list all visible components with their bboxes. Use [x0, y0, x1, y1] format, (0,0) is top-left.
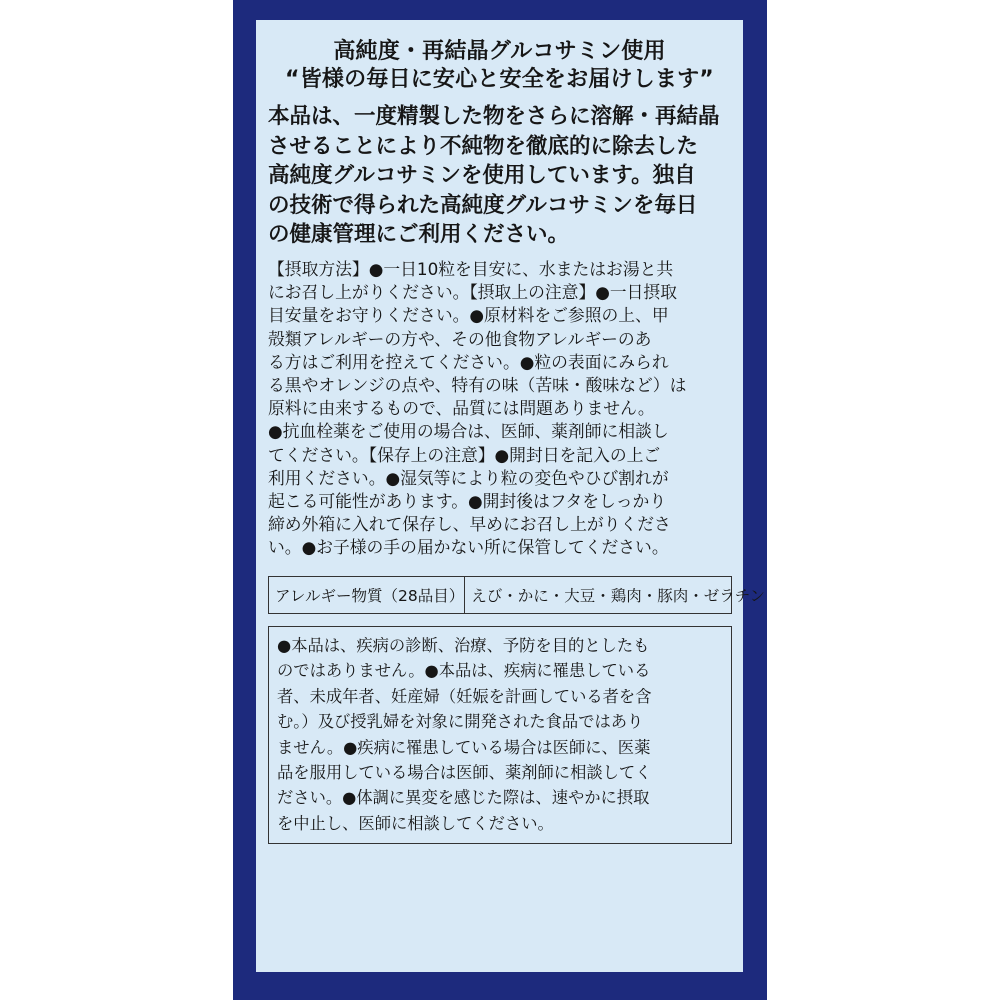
notes-line: 原料に由来するもので、品質には問題ありません。 [268, 398, 655, 419]
intro-line: させることにより不純物を徹底的に除去した [268, 133, 699, 159]
allergen-label: アレルギー物質（28品目） [269, 577, 465, 613]
disclaimer-line: ●本品は、疾病の診断、治療、予防を目的としたも [277, 636, 650, 655]
notes-line: る黒やオレンジの点や、特有の味（苦味・酸味など）は [268, 375, 687, 396]
intro-line: 本品は、一度精製した物をさらに溶解・再結晶 [268, 104, 720, 129]
notes-line: にお召し上がりください。【摂取上の注意】●一日摂取 [268, 282, 677, 303]
notes-line: てください。【保存上の注意】●開封日を記入の上ご [268, 444, 661, 465]
notes-line: 締め外箱に入れて保存し、早めにお召し上がりくださ [268, 514, 671, 535]
info-panel [256, 20, 765, 972]
disclaimer-line: む。）及び授乳婦を対象に開発された食品ではあり [277, 712, 644, 732]
disclaimer-line: 者、未成年者、妊産婦（妊娠を計画している者を含 [277, 686, 652, 706]
disclaimer-line: のではありません。●本品は、疾病に罹患している [277, 661, 651, 681]
intro-line: の技術で得られた高純度グルコサミンを毎日 [268, 192, 698, 218]
notes-line: る方はご利用を控えてください。●粒の表面にみられ [268, 351, 669, 372]
notes-line: 殻類アレルギーの方や、その他食物アレルギーのあ [268, 328, 652, 349]
notes-line: 【摂取方法】●一日10粒を目安に、水またはお湯と共 [268, 259, 674, 279]
allergen-table [268, 576, 765, 614]
notes-line: い。●お子様の手の届かない所に保管してください。 [268, 537, 669, 558]
notes-line: 利用ください。●湿気等により粒の変色やひび割れが [268, 467, 669, 488]
disclaimer-line: 品を服用している場合は医師、薬剤師に相談してく [277, 763, 652, 783]
notes-line: ●抗血栓薬をご使用の場合は、医師、薬剤師に相談し [268, 421, 669, 442]
allergen-value: えび・かに・大豆・鶏肉・豚肉・ゼラチン [471, 587, 765, 605]
intro-line: 高純度グルコサミンを使用しています。独自 [268, 163, 696, 189]
intro-line: の健康管理にご利用ください。 [268, 222, 570, 248]
intro-paragraph [268, 102, 738, 250]
disclaimer-line: を中止し、医師に相談してください。 [277, 813, 554, 833]
disclaimer-line: ださい。●体調に異変を感じた際は、速やかに摂取 [277, 788, 650, 808]
usage-notes [268, 258, 738, 560]
notes-line: 起こる可能性があります。●開封後はフタをしっかり [268, 491, 667, 512]
headline-line-1: 高純度・再結晶グルコサミン使用 [333, 39, 666, 64]
notes-line: 目安量をお守りください。●原材料をご参照の上、甲 [268, 305, 669, 326]
disclaimer-line: ません。●疾病に罹患している場合は医師に、医薬 [277, 737, 651, 757]
disclaimer-box [268, 626, 732, 844]
headline-line-2: “皆様の毎日に安心と安全をお届けします” [285, 67, 714, 92]
